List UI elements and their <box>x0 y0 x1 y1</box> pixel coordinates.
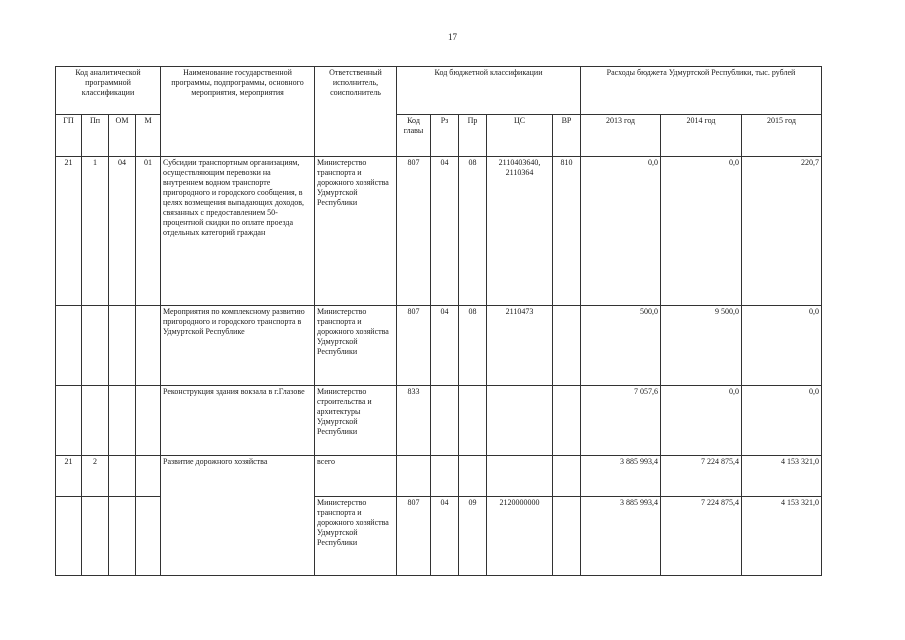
m-header: М <box>136 115 161 157</box>
executor-cell: Министерство транспорта и дорожного хозяйства Удмуртской Республики <box>315 306 397 386</box>
glava-cell: 807 <box>397 497 431 576</box>
cs-cell: 2120000000 <box>487 497 553 576</box>
budget-table <box>55 66 822 576</box>
y2013-cell: 500,0 <box>581 306 661 386</box>
gp-cell <box>56 386 82 456</box>
pp-cell: 1 <box>82 157 109 306</box>
y2014-cell: 0,0 <box>661 157 742 306</box>
gp-header: ГП <box>56 115 82 157</box>
om-cell <box>109 456 136 497</box>
pr-header: Пр <box>459 115 487 157</box>
table-row <box>56 456 822 497</box>
glava-cell: 807 <box>397 306 431 386</box>
name-cell: Развитие дорожного хозяйства <box>161 456 315 576</box>
glava-cell <box>397 456 431 497</box>
pp-cell <box>82 497 109 576</box>
name-cell: Реконструкция здания вокзала в г.Глазове <box>161 386 315 456</box>
page-number: 17 <box>448 32 457 42</box>
executor-cell: Министерство транспорта и дорожного хозяйства Удмуртской Республики <box>315 497 397 576</box>
y2014-cell: 7 224 875,4 <box>661 456 742 497</box>
y2014-cell: 0,0 <box>661 386 742 456</box>
glava-cell: 807 <box>397 157 431 306</box>
vr-cell <box>553 497 581 576</box>
pr-cell <box>459 456 487 497</box>
year-2014-header: 2014 год <box>661 115 742 157</box>
y2015-cell: 4 153 321,0 <box>742 497 822 576</box>
vr-cell <box>553 306 581 386</box>
y2014-cell: 7 224 875,4 <box>661 497 742 576</box>
rz-cell: 04 <box>431 497 459 576</box>
executor-cell: Министерство транспорта и дорожного хозяйства Удмуртской Республики <box>315 157 397 306</box>
year-2013-header: 2013 год <box>581 115 661 157</box>
cs-cell: 2110473 <box>487 306 553 386</box>
cs-header: ЦС <box>487 115 553 157</box>
vr-cell: 810 <box>553 157 581 306</box>
om-header: ОМ <box>109 115 136 157</box>
m-cell <box>136 386 161 456</box>
vr-cell <box>553 456 581 497</box>
om-cell <box>109 386 136 456</box>
y2013-cell: 3 885 993,4 <box>581 456 661 497</box>
pr-cell: 08 <box>459 306 487 386</box>
om-cell: 04 <box>109 157 136 306</box>
rz-header: Рз <box>431 115 459 157</box>
pr-cell: 09 <box>459 497 487 576</box>
gp-cell: 21 <box>56 157 82 306</box>
vr-cell <box>553 386 581 456</box>
analytic-code-header: Код аналитической программной классификации <box>56 67 161 115</box>
year-2015-header: 2015 год <box>742 115 822 157</box>
executor-cell: всего <box>315 456 397 497</box>
executor-header: Ответственный исполнитель, соисполнитель <box>315 67 397 157</box>
m-cell <box>136 497 161 576</box>
vr-header: ВР <box>553 115 581 157</box>
rz-cell: 04 <box>431 157 459 306</box>
gp-cell <box>56 306 82 386</box>
y2015-cell: 4 153 321,0 <box>742 456 822 497</box>
y2014-cell: 9 500,0 <box>661 306 742 386</box>
cs-cell <box>487 456 553 497</box>
y2013-cell: 7 057,6 <box>581 386 661 456</box>
table-body <box>56 157 822 576</box>
cs-cell <box>487 386 553 456</box>
glava-cell: 833 <box>397 386 431 456</box>
gp-cell: 21 <box>56 456 82 497</box>
pr-cell <box>459 386 487 456</box>
y2013-cell: 0,0 <box>581 157 661 306</box>
table-header <box>56 67 822 157</box>
y2015-cell: 220,7 <box>742 157 822 306</box>
m-cell: 01 <box>136 157 161 306</box>
om-cell <box>109 306 136 386</box>
pp-cell <box>82 386 109 456</box>
m-cell <box>136 306 161 386</box>
table-row <box>56 157 822 306</box>
expenses-header: Расходы бюджета Удмуртской Республики, тыс. рублей <box>581 67 822 115</box>
name-cell: Субсидии транспортным организациям, осуществляющим перевозки на внутреннем водном транспорте пригородного и городского сообщения, в целях возмещения выпадающих доходов, связанных с предоставлением 50-процентной скидки по оплате проезда отдельных категорий граждан <box>161 157 315 306</box>
kod-glavy-header: Код главы <box>397 115 431 157</box>
y2013-cell: 3 885 993,4 <box>581 497 661 576</box>
rz-cell: 04 <box>431 306 459 386</box>
rz-cell <box>431 386 459 456</box>
name-header: Наименование государственной программы, подпрограммы, основного мероприятия, мероприятия <box>161 67 315 157</box>
rz-cell <box>431 456 459 497</box>
pp-header: Пп <box>82 115 109 157</box>
y2015-cell: 0,0 <box>742 306 822 386</box>
budget-code-header: Код бюджетной классификации <box>397 67 581 115</box>
table-row <box>56 306 822 386</box>
pp-cell <box>82 306 109 386</box>
table-row <box>56 386 822 456</box>
gp-cell <box>56 497 82 576</box>
m-cell <box>136 456 161 497</box>
y2015-cell: 0,0 <box>742 386 822 456</box>
om-cell <box>109 497 136 576</box>
name-cell: Мероприятия по комплексному развитию пригородного и городского транспорта в Удмуртской Республике <box>161 306 315 386</box>
pp-cell: 2 <box>82 456 109 497</box>
pr-cell: 08 <box>459 157 487 306</box>
executor-cell: Министерство строительства и архитектуры Удмуртской Республики <box>315 386 397 456</box>
cs-cell: 2110403640, 2110364 <box>487 157 553 306</box>
